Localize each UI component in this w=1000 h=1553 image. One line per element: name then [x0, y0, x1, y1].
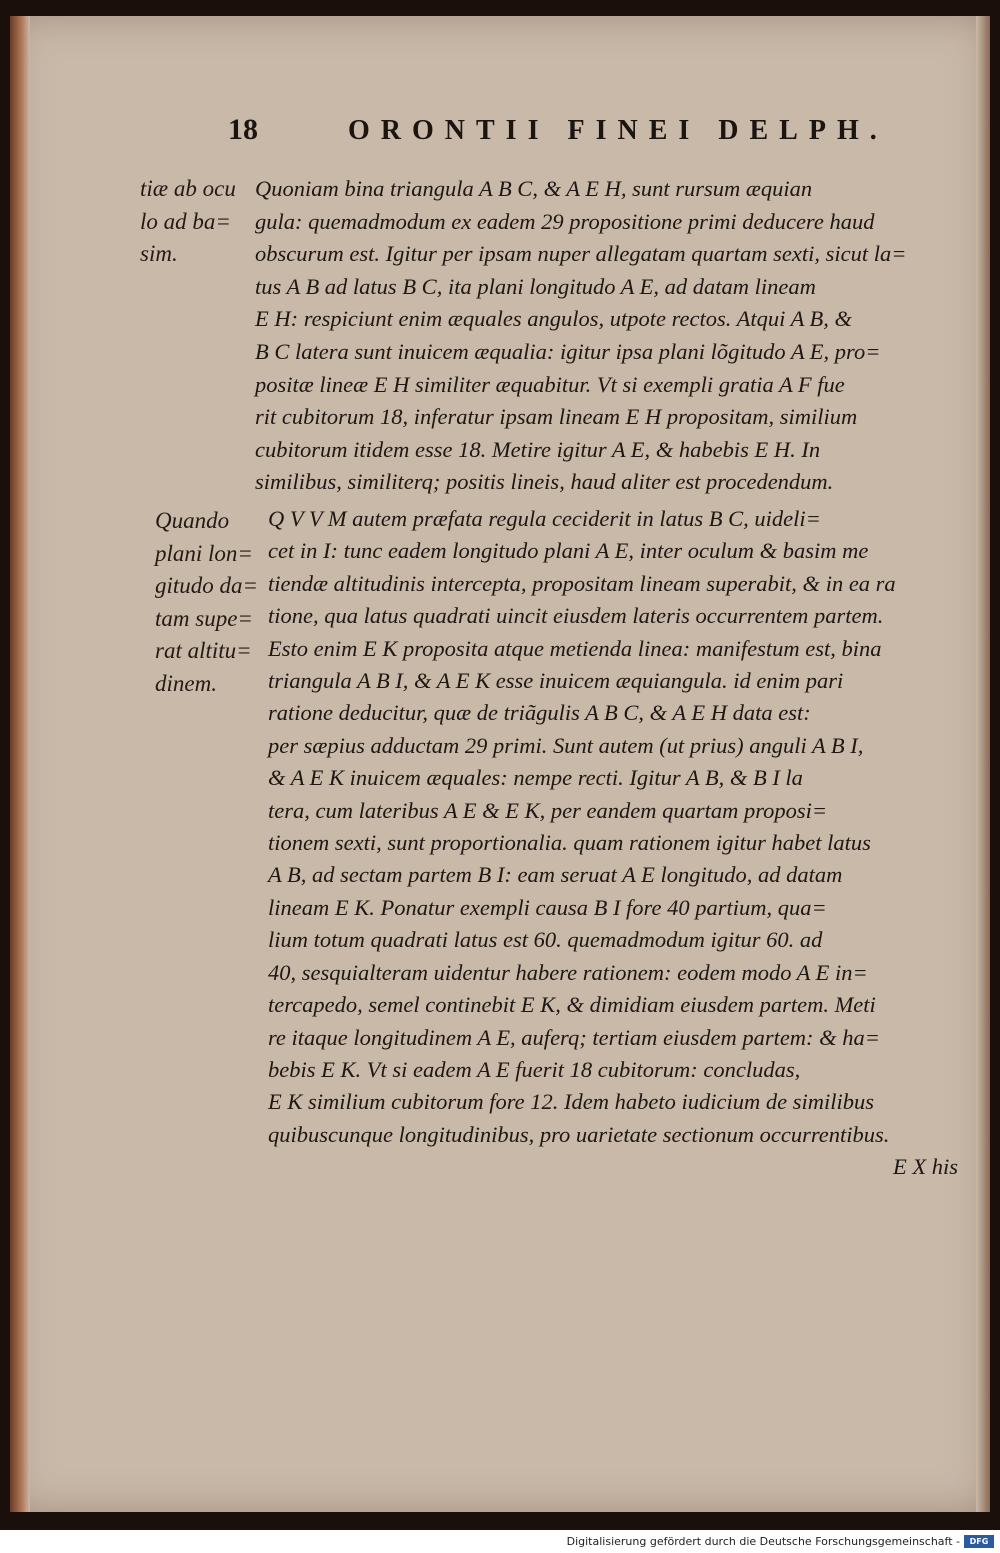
book-spine — [10, 16, 30, 1512]
text-line: cubitorum itidem esse 18. Metire igitur A E, & habebis E H. In — [255, 436, 821, 462]
text-line: Quoniam bina triangula A B C, & A E H, sunt rursum æquian — [255, 176, 813, 201]
margin-note-line: plani lon= — [155, 540, 253, 566]
dfg-logo: DFG — [964, 1535, 994, 1548]
text-line: tera, cum lateribus A E & E K, per eandem quartam proposi= — [268, 797, 828, 823]
text-line: re itaque longitudinem A E, auferq; tertiam eiusdem partem: & ha= — [268, 1024, 880, 1050]
funding-credit: Digitalisierung gefördert durch die Deutsche Forschungsgemeinschaft - — [566, 1535, 960, 1548]
text-line: 40, sesquialteram uidentur habere rationem: eodem modo A E in= — [268, 959, 868, 985]
catchword: E X his — [893, 1154, 958, 1180]
margin-note-line: dinem. — [155, 670, 217, 696]
margin-note-line: rat altitu= — [155, 638, 252, 663]
text-line: obscurum est. Igitur per ipsam nuper allegatam quartam sexti, sicut la= — [255, 241, 907, 267]
text-line: cet in I: tunc eadem longitudo plani A E, inter oculum & basim me — [268, 538, 869, 564]
margin-note-line: tam supe= — [155, 605, 253, 631]
page-number: 18 — [228, 113, 258, 146]
margin-note — [140, 173, 236, 271]
text-line: gula: quemadmodum ex eadem 29 propositione primi deducere haud — [255, 208, 875, 234]
text-line: tionem sexti, sunt proportionalia. quam rationem igitur habet latus — [268, 830, 871, 856]
text-line: per sæpius adductam 29 primi. Sunt autem (ut prius) anguli A B I, — [268, 732, 864, 758]
running-title: ORONTII FINEI DELPH. — [348, 115, 888, 146]
text-line: lineam E K. Ponatur exempli causa B I fore 40 partium, qua= — [268, 894, 827, 920]
text-line: B C latera sunt inuicem æqualia: igitur ipsa plani lõgitudo A E, pro= — [255, 338, 881, 364]
text-line: triangula A B I, & A E K esse inuicem æquiangula. id enim pari — [268, 668, 844, 694]
text-line: E K similium cubitorum fore 12. Idem habeto iudicium de similibus — [268, 1089, 874, 1115]
paragraph — [268, 503, 958, 1184]
paragraph — [255, 173, 955, 499]
text-line: positæ lineæ E H similiter æquabitur. Vt si exempli gratia A F fue — [255, 371, 845, 397]
margin-note-line: gitudo da= — [155, 573, 259, 598]
text-line: Q V V M autem præfata regula ceciderit in latus B C, uideli= — [268, 506, 821, 531]
text-line: quibuscunque longitudinibus, pro uarietate sectionum occurrentibus. — [268, 1121, 890, 1147]
text-line: bebis E K. Vt si eadem A E fuerit 18 cubitorum: concludas, — [268, 1056, 801, 1082]
margin-note-line: Quando — [155, 508, 230, 533]
margin-note-line: tiæ ab ocu — [140, 176, 236, 201]
text-line: similibus, similiterq; positis lineis, haud aliter est procedendum. — [255, 469, 834, 495]
text-line: E H: respiciunt enim æquales angulos, utpote rectos. Atqui A B, & — [255, 306, 853, 332]
margin-note-line: sim. — [140, 241, 178, 266]
text-line: tiendæ altitudinis intercepta, propositam lineam superabit, & in ea ra — [268, 570, 896, 596]
page-edge — [976, 16, 990, 1512]
text-line: rit cubitorum 18, inferatur ipsam lineam E H propositam, similium — [255, 404, 858, 430]
text-line: tione, qua latus quadrati uincit eiusdem lateris occurrentem partem. — [268, 603, 884, 629]
text-line: tus A B ad latus B C, ita plani longitudo A E, ad datam lineam — [255, 273, 816, 299]
text-line: ratione deducitur, quæ de triãgulis A B C, & A E H data est: — [268, 700, 811, 726]
text-line: & A E K inuicem æquales: nempe recti. Igitur A B, & B I la — [268, 765, 803, 791]
text-line: tercapedo, semel continebit E K, & dimidiam eiusdem partem. Meti — [268, 992, 876, 1018]
text-line: Esto enim E K proposita atque metienda linea: manifestum est, bina — [268, 635, 882, 661]
text-line: lium totum quadrati latus est 60. quemadmodum igitur 60. ad — [268, 927, 823, 953]
page-header — [228, 113, 948, 163]
margin-note-line: lo ad ba= — [140, 208, 231, 234]
text-line: A B, ad sectam partem B I: eam seruat A E longitudo, ad datam — [268, 862, 843, 888]
margin-note — [155, 505, 258, 700]
digitization-footer — [0, 1530, 1000, 1553]
